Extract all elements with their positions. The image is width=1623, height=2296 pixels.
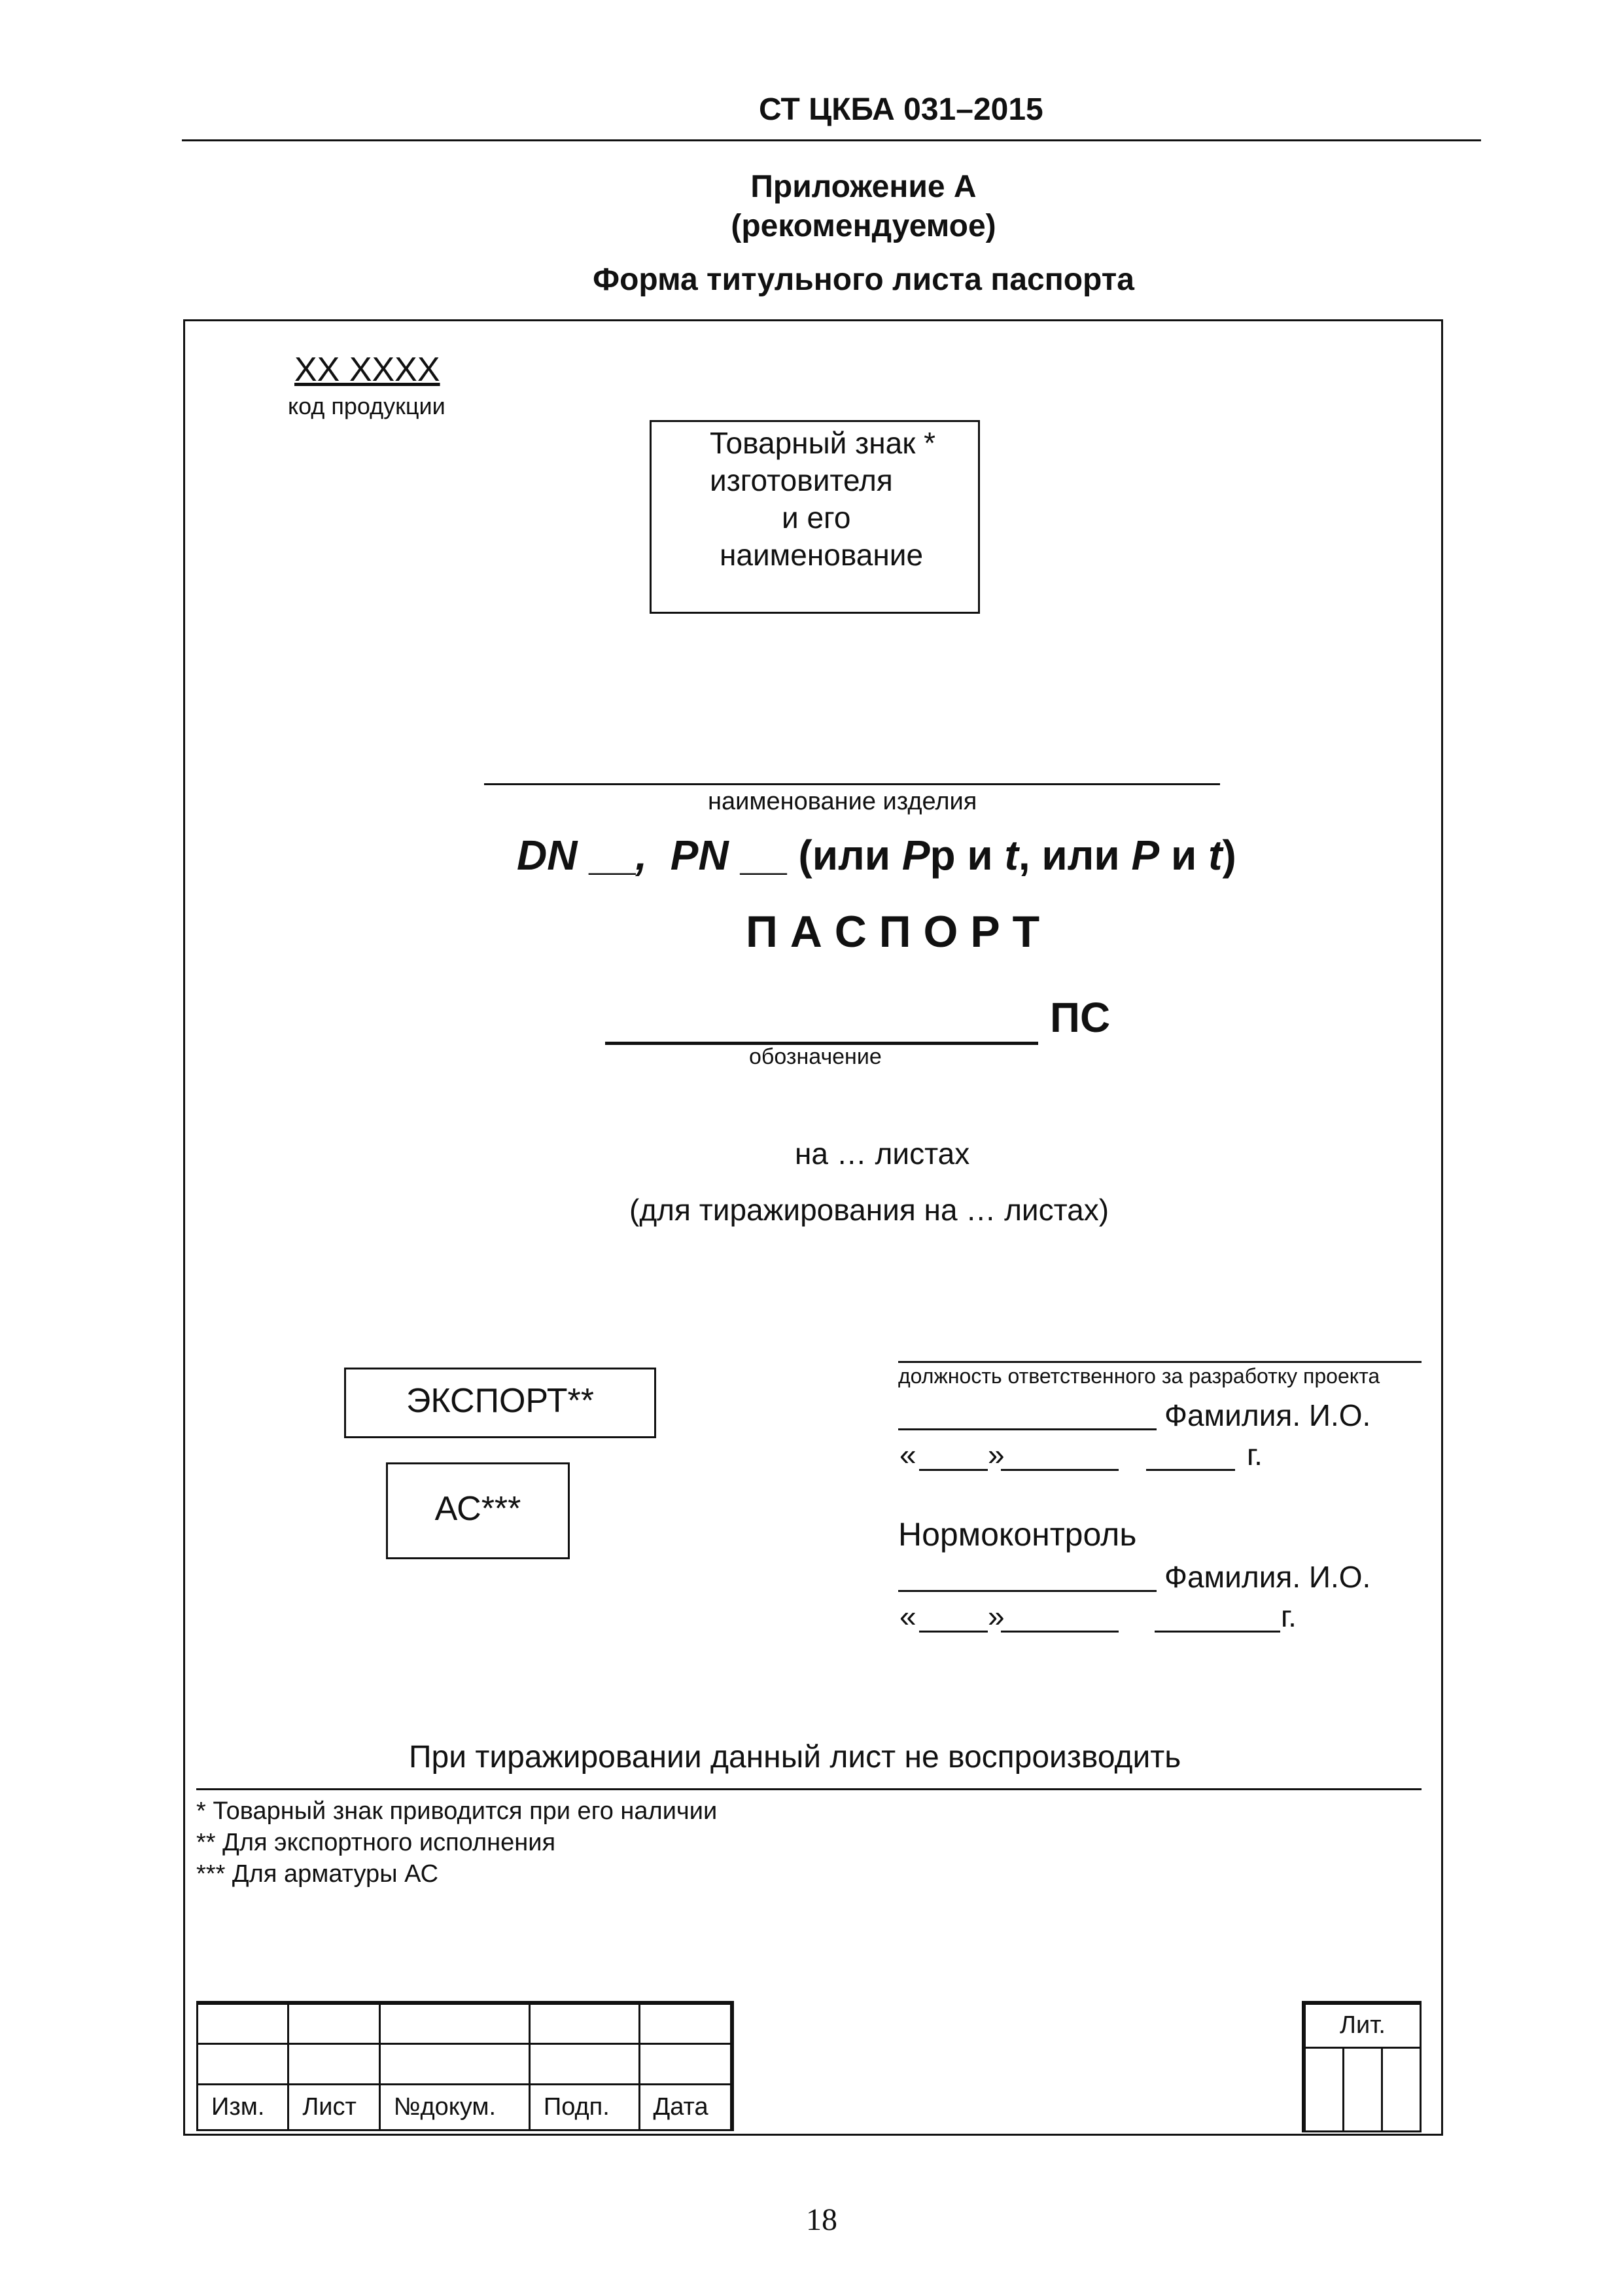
product-name-label: наименование изделия xyxy=(708,788,977,815)
normcontrol-label: Нормоконтроль xyxy=(898,1516,1137,1553)
date-2-day-line xyxy=(919,1631,988,1633)
date-2-year-line xyxy=(1155,1631,1280,1633)
standard-code: СТ ЦКБА 031–2015 xyxy=(759,92,1043,127)
revision-stamp xyxy=(196,2001,734,2131)
page-number: 18 xyxy=(806,2202,837,2237)
and-1: и xyxy=(967,832,993,879)
stamp-col-list: Лист xyxy=(288,2084,379,2130)
designation-label: обозначение xyxy=(749,1044,882,1069)
p-symbol: P xyxy=(901,832,930,879)
appendix-status: (рекомендуемое) xyxy=(731,209,996,243)
footnote-3: *** Для арматуры АС xyxy=(196,1860,439,1888)
stamp-header-row xyxy=(198,2084,733,2130)
dn-symbol: DN xyxy=(517,832,578,879)
as-box xyxy=(386,1462,570,1559)
export-box-label: ЭКСПОРТ** xyxy=(406,1382,595,1420)
signature-line-2 xyxy=(898,1590,1157,1592)
t-symbol-2: t xyxy=(1208,832,1223,879)
position-label: должность ответственного за разработку проекта xyxy=(898,1364,1380,1388)
alt-open: (или xyxy=(798,832,891,879)
export-box xyxy=(344,1368,656,1438)
designation-suffix: ПС xyxy=(1050,994,1111,1041)
position-line xyxy=(898,1361,1422,1363)
header-rule xyxy=(182,139,1481,141)
product-code-label: код продукции xyxy=(288,393,445,419)
lit-box xyxy=(1302,2001,1422,2132)
date-2-open: « xyxy=(899,1599,916,1633)
trademark-line-3: и его xyxy=(782,501,851,535)
responsible-name: Фамилия. И.О. xyxy=(1164,1398,1371,1432)
pn-blank: __ xyxy=(740,832,787,879)
date-1-year-line xyxy=(1146,1469,1235,1471)
lit-label: Лит. xyxy=(1304,2003,1421,2047)
stamp-col-sign: Подп. xyxy=(529,2084,639,2130)
footnote-2: ** Для экспортного исполнения xyxy=(196,1829,556,1856)
no-reproduce-note: При тиражировании данный лист не воспроизводить xyxy=(409,1740,1181,1775)
p-subscript: р xyxy=(930,832,956,879)
sheets-copy-count: (для тиражирования на … листах) xyxy=(629,1193,1109,1227)
date-1-year: г. xyxy=(1247,1438,1263,1472)
stamp-col-izm: Изм. xyxy=(198,2084,288,2130)
footnote-1: * Товарный знак приводится при его наличии xyxy=(196,1797,718,1825)
form-title: Форма титульного листа паспорта xyxy=(593,262,1134,297)
product-code: ХХ ХХХХ xyxy=(294,351,440,389)
date-2-year: г. xyxy=(1281,1599,1297,1633)
trademark-line-4: наименование xyxy=(720,538,924,572)
stamp-col-doc: №докум. xyxy=(379,2084,529,2130)
p-symbol-2: P xyxy=(1131,832,1160,879)
pn-symbol: PN xyxy=(670,832,729,879)
footnote-rule xyxy=(196,1788,1422,1790)
stamp-col-date: Дата xyxy=(639,2084,732,2130)
date-2-mid: » xyxy=(988,1599,1005,1633)
signature-line-1 xyxy=(898,1428,1157,1430)
trademark-line-2: изготовителя xyxy=(710,463,893,497)
doc-title: П А С П О Р Т xyxy=(746,907,1040,957)
date-2-month-line xyxy=(1001,1631,1119,1633)
comma-1: , xyxy=(635,832,648,879)
as-box-label: АС*** xyxy=(434,1490,521,1528)
date-1-day-line xyxy=(919,1469,988,1471)
date-1-month-line xyxy=(1001,1469,1119,1471)
dn-blank: __ xyxy=(589,832,636,879)
parameters-line xyxy=(517,831,1236,879)
product-name-line xyxy=(484,783,1220,785)
appendix-title: Приложение А xyxy=(750,169,977,204)
date-1-open: « xyxy=(899,1438,916,1472)
and-2: и xyxy=(1171,832,1197,879)
normcontrol-name: Фамилия. И.О. xyxy=(1164,1560,1371,1594)
close-paren: ) xyxy=(1222,832,1236,879)
sheets-count: на … листах xyxy=(795,1137,970,1171)
alt-or: , или xyxy=(1018,832,1120,879)
t-symbol-1: t xyxy=(1004,832,1019,879)
date-1-mid: » xyxy=(988,1438,1005,1472)
trademark-line-1: Товарный знак * xyxy=(710,426,935,460)
